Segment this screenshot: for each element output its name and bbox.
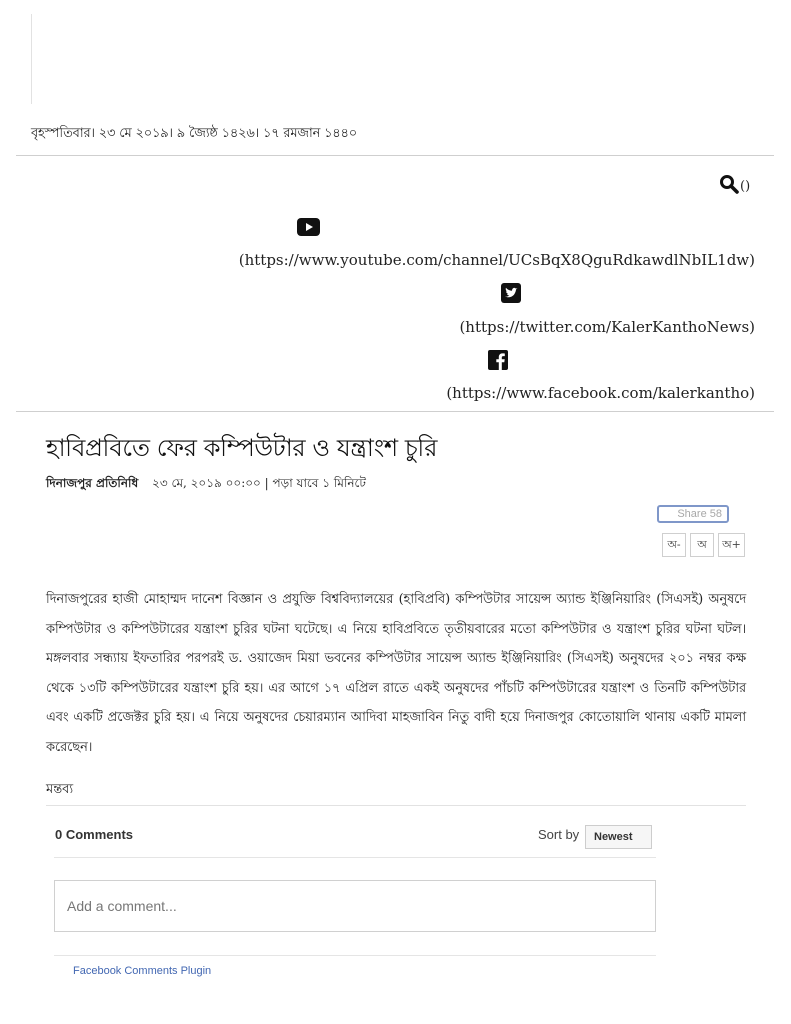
search-button[interactable]	[719, 174, 750, 194]
divider	[54, 955, 656, 956]
font-reset-button[interactable]: অ	[690, 533, 714, 557]
comments-heading: মন্তব্য	[46, 782, 74, 797]
facebook-share-button[interactable]: Share 58	[657, 505, 729, 523]
article-headline: হাবিপ্রবিতে ফের কম্পিউটার ও যন্ত্রাংশ চুরি	[46, 434, 438, 462]
logo-area	[31, 14, 32, 104]
article-byline	[46, 475, 366, 495]
twitter-link[interactable]: (https://twitter.com/KalerKanthoNews)	[459, 318, 755, 336]
font-increase-button[interactable]: অ+	[718, 533, 745, 557]
sort-label: Sort by	[538, 827, 580, 842]
facebook-link[interactable]: (https://www.facebook.com/kalerkantho)	[446, 384, 755, 402]
twitter-icon[interactable]	[501, 283, 521, 303]
facebook-icon[interactable]	[488, 350, 508, 370]
font-decrease-button[interactable]: অ-	[662, 533, 686, 557]
search-count: ()	[740, 179, 751, 194]
divider	[46, 805, 746, 806]
article-meta: ২৩ মে, ২০১৯ ০০:০০ | পড়া যাবে ১ মিনিটে	[152, 476, 366, 490]
article-author: দিনাজপুর প্রতিনিধি	[46, 476, 139, 490]
facebook-comments-plugin-link[interactable]: Facebook Comments Plugin	[73, 965, 212, 977]
comment-input[interactable]: Add a comment...	[54, 880, 656, 932]
divider	[16, 411, 774, 412]
comment-count: 0 Comments	[55, 827, 134, 842]
youtube-link[interactable]: (https://www.youtube.com/channel/UCsBqX8QguRdkawdlNbIL1dw)	[238, 251, 755, 269]
sort-select[interactable]: Newest	[585, 825, 652, 849]
search-icon	[719, 174, 739, 194]
divider	[54, 857, 656, 858]
divider	[16, 155, 774, 156]
article-body: দিনাজপুরের হাজী মোহাম্মদ দানেশ বিজ্ঞান ও প্রযুক্তি বিশ্ববিদ্যালয়ের (হাবিপ্রবি) কম্পিউটার সায়েন্স অ্যান্ড ইঞ্জিনিয়ারিং (সিএসই) অনুষদে কম্পিউটার ও কম্পিউটারের যন্ত্রাংশ চুরির ঘটনা ঘটেছে। এ নিয়ে হাবিপ্রবিতে তৃতীয়বারের মতো কম্পিউটার ও যন্ত্রাংশ চুরির ঘটনা ঘটল। মঙ্গলবার সন্ধ্যায় ইফতারির পরপরই ড. ওয়াজেদ মিয়া ভবনের কম্পিউটার সায়েন্স অ্যান্ড ইঞ্জিনিয়ারিং (সিএসই) অনুষদের ২০১ নম্বর কক্ষ থেকে ১৩টি কম্পিউটারের যন্ত্রাংশ চুরি হয়। এর আগে ১৭ এপ্রিল রাতে একই অনুষদের পাঁচটি কম্পিউটারের যন্ত্রাংশ ও তিনটি কম্পিউটার এবং একটি প্রজেক্টর চুরি হয়। এ নিয়ে অনুষদের চেয়ারম্যান আদিবা মাহজাবিন নিতু বাদী হয়ে দিনাজপুর কোতোয়ালি থানায় একটি মামলা করেছেন।	[46, 592, 746, 755]
youtube-icon[interactable]	[297, 218, 320, 236]
date-line: বৃহস্পতিবার। ২৩ মে ২০১৯। ৯ জ্যৈষ্ঠ ১৪২৬। ১৭ রমজান ১৪৪০	[31, 126, 358, 141]
